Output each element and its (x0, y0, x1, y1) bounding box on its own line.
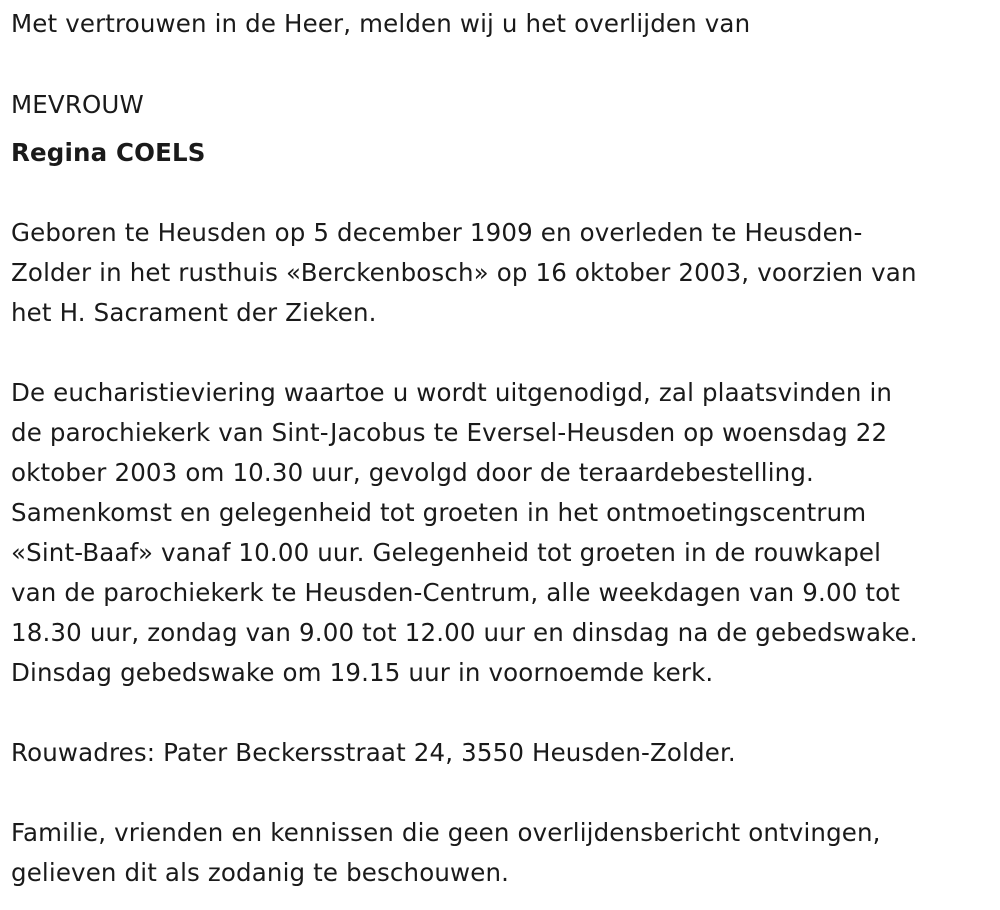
paragraph-line: Geboren te Heusden op 5 december 1909 en overleden te Heusden- (11, 218, 863, 247)
paragraph-line: de parochiekerk van Sint-Jacobus te Eversel-Heusden op woensdag 22 (11, 418, 888, 447)
paragraph-line: Familie, vrienden en kennissen die geen overlijdensbericht ontvingen, (11, 818, 881, 847)
paragraph-line: gelieven dit als zodanig te beschouwen. (11, 858, 510, 887)
paragraph-line: Zolder in het rusthuis «Berckenbosch» op 16 oktober 2003, voorzien van (11, 258, 917, 287)
mourning-address: Rouwadres: Pater Beckersstraat 24, 3550 Heusden-Zolder. (11, 738, 736, 767)
paragraph-line: Samenkomst en gelegenheid tot groeten in het ontmoetingscentrum (11, 498, 867, 527)
paragraph-line: oktober 2003 om 10.30 uur, gevolgd door de teraardebestelling. (11, 458, 814, 487)
paragraph-line: De eucharistieviering waartoe u wordt uitgenodigd, zal plaatsvinden in (11, 378, 893, 407)
paragraph-line: 18.30 uur, zondag van 9.00 tot 12.00 uur en dinsdag na de gebedswake. (11, 618, 918, 647)
deceased-name: Regina COELS (11, 138, 206, 167)
paragraph-line: het H. Sacrament der Zieken. (11, 298, 377, 327)
paragraph-line: van de parochiekerk te Heusden-Centrum, alle weekdagen van 9.00 tot (11, 578, 901, 607)
honorific: MEVROUW (11, 90, 144, 119)
paragraph-line: «Sint-Baaf» vanaf 10.00 uur. Gelegenheid tot groeten in de rouwkapel (11, 538, 882, 567)
paragraph-line: Dinsdag gebedswake om 19.15 uur in voornoemde kerk. (11, 658, 714, 687)
intro-text: Met vertrouwen in de Heer, melden wij u het overlijden van (11, 9, 751, 38)
